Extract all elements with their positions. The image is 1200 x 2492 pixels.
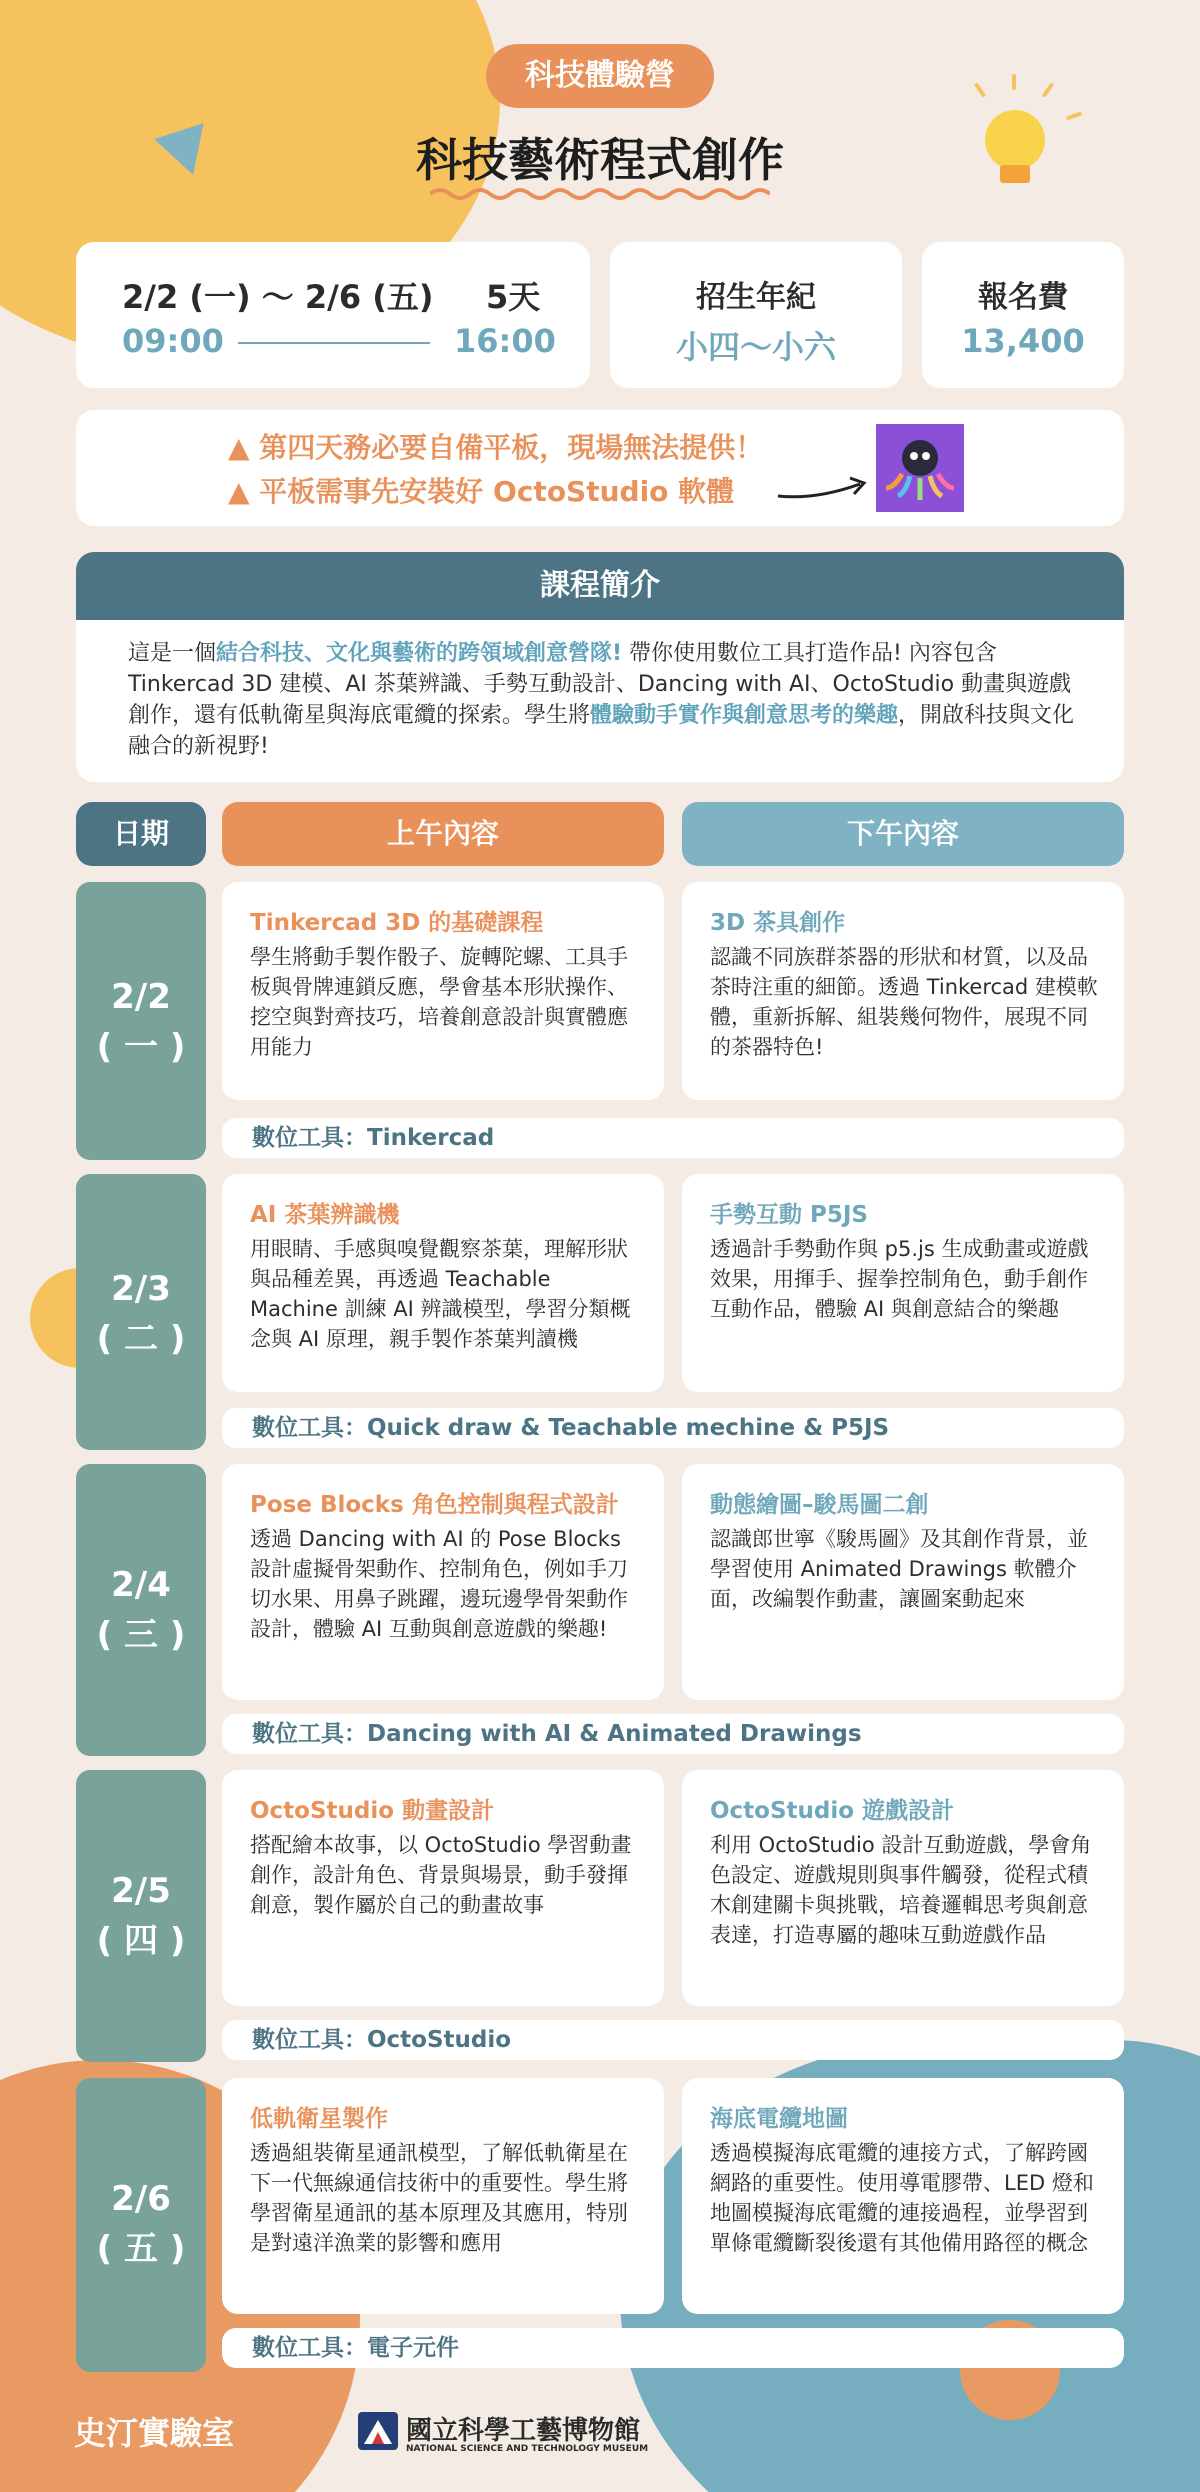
digital-tools: 數位工具：Quick draw & Teachable mechine & P5JS [222,1408,1124,1448]
wave-underline-icon [430,186,770,202]
day-weekday: ( 三 ) [96,1615,186,1655]
session-title: OctoStudio 動畫設計 [250,1798,495,1824]
lightbulb-icon [985,110,1045,170]
age-value: 小四〜小六 [675,328,836,366]
day-label [76,1174,206,1450]
category-badge: 科技體驗營 [486,44,714,108]
session-description: 透過組裝衛星通訊模型，了解低軌衛星在下一代無線通信技術中的重要性。學生將學習衛星通訊的基本原理及其應用，特別是對遠洋漁業的影響和應用 [250,2141,628,2255]
session-title: 低軌衛星製作 [250,2106,388,2132]
afternoon-session [682,1770,1124,2006]
session-title: 動態繪圖–駿馬圖二創 [710,1492,929,1518]
intro-highlight: 結合科技、文化與藝術的跨領域創意營隊! [216,641,623,666]
digital-tools: 數位工具：Tinkercad [222,1118,1124,1158]
ray-icon [1066,111,1082,120]
museum-name-en: NATIONAL SCIENCE AND TECHNOLOGY MUSEUM [406,2444,649,2454]
day-label [76,2078,206,2372]
digital-tools: 數位工具：OctoStudio [222,2020,1124,2060]
afternoon-session [682,2078,1124,2314]
start-time: 09:00 [122,322,224,360]
intro-text-part: ，開啟科技與文化融合的新視野! [128,703,1075,759]
day-label [76,1464,206,1756]
session-description: 用眼睛、手感與嗅覺觀察茶葉，理解形狀與品種差異，再透過 Teachable Machine 訓練 AI 辨識模型，學習分類概念與 AI 原理，親手製作茶葉判讀機 [250,1237,631,1351]
digital-tools: 數位工具：Dancing with AI & Animated Drawings [222,1714,1124,1754]
end-time: 16:00 [454,322,556,360]
session-title: Pose Blocks 角色控制與程式設計 [250,1492,619,1518]
museum-logo-icon [358,2412,398,2450]
date-range: 2/2 (一) 〜 2/6 (五) [122,278,434,316]
ray-icon [1012,74,1016,90]
session-description: 搭配繪本故事，以 OctoStudio 學習動畫創作，設計角色、背景與場景，動手發揮創意，製作屬於自己的動畫故事 [250,1833,632,1917]
afternoon-session [682,1174,1124,1392]
stinn-lab-logo: 史汀實驗室 [74,2414,235,2452]
ray-icon [1042,82,1054,97]
day-date: 2/4 [111,1565,171,1605]
day-label [76,1770,206,2062]
day-date: 2/5 [111,1871,171,1911]
intro-highlight: 體驗動手實作與創意思考的樂趣 [590,703,899,728]
day-date: 2/6 [111,2179,171,2219]
session-description: 透過計手勢動作與 p5.js 生成動畫或遊戲效果，用揮手、握拳控制角色，動手創作互動作品，體驗 AI 與創意結合的樂趣 [710,1237,1089,1321]
intro-card [76,620,1124,782]
morning-session [222,2078,664,2314]
session-description: 認識郎世寧《駿馬圖》及其創作背景，並學習使用 Animated Drawings 軟體介面，改編製作動畫，讓圖案動起來 [710,1527,1088,1611]
lightbulb-base-icon [1000,165,1030,183]
notice-card [76,410,1124,526]
day-date: 2/3 [111,1269,171,1309]
day-date: 2/2 [111,977,171,1017]
session-description: 利用 OctoStudio 設計互動遊戲，學會角色設定、遊戲規則與事件觸發，從程式積木創建關卡與挑戰，培養邏輯思考與創意表達，打造專屬的趣味互動遊戲作品 [710,1833,1092,1947]
day-label [76,882,206,1160]
session-title: Tinkercad 3D 的基礎課程 [250,910,544,936]
session-title: 海底電纜地圖 [710,2106,848,2132]
age-label: 招生年紀 [696,280,816,315]
notice-line-2: ▲ 平板需事先安裝好 OctoStudio 軟體 [228,475,735,508]
afternoon-session [682,1464,1124,1700]
fee-value: 13,400 [961,322,1085,360]
page-title: 科技藝術程式創作 [416,133,784,187]
session-description: 透過模擬海底電纜的連接方式，了解跨國網路的重要性。使用導電膠帶、LED 燈和地圖模擬海底電纜的連接過程，並學習到單條電纜斷裂後還有其他備用路徑的概念 [710,2141,1094,2255]
session-title: 3D 茶具創作 [710,910,846,936]
header-morning: 上午內容 [222,802,664,866]
intro-text-part: 這是一個 [128,641,217,666]
morning-session [222,1464,664,1700]
session-description: 透過 Dancing with AI 的 Pose Blocks 設計虛擬骨架動作、控制角色，例如手刀切水果、用鼻子跳躍，邊玩邊學骨架動作設計，體驗 AI 互動與創意遊戲的樂趣! [250,1527,628,1641]
ray-icon [974,82,986,97]
session-description: 認識不同族群茶器的形狀和材質，以及品茶時注重的細節。透過 Tinkercad 建模軟體，重新拆解、組裝幾何物件，展現不同的茶器特色! [710,945,1098,1059]
time-connector [238,342,430,344]
day-weekday: ( 一 ) [96,1027,186,1067]
afternoon-session [682,882,1124,1100]
date-time-card [76,242,590,388]
notice-line-1: ▲ 第四天務必要自備平板，現場無法提供！ [228,431,764,464]
museum-name: 國立科學工藝博物館 [406,2416,641,2446]
intro-heading: 課程簡介 [76,552,1124,620]
duration-days: 5天 [486,278,541,316]
fee-card [922,242,1124,388]
morning-session [222,1174,664,1392]
day-weekday: ( 五 ) [96,2229,186,2269]
fee-label: 報名費 [978,280,1068,315]
session-description: 學生將動手製作骰子、旋轉陀螺、工具手板與骨牌連鎖反應，學會基本形狀操作、挖空與對齊技巧，培養創意設計與實體應用能力 [250,945,628,1059]
session-title: 手勢互動 P5JS [710,1202,868,1228]
header-afternoon: 下午內容 [682,802,1124,866]
session-title: AI 茶葉辨識機 [250,1202,400,1228]
morning-session [222,1770,664,2006]
octostudio-logo-icon [876,424,964,512]
age-card [610,242,902,388]
session-title: OctoStudio 遊戲設計 [710,1798,955,1824]
header-date: 日期 [76,802,206,866]
digital-tools: 數位工具：電子元件 [222,2328,1124,2368]
day-weekday: ( 四 ) [96,1921,186,1961]
arrow-right-icon [776,472,870,502]
intro-text [128,638,1088,762]
day-weekday: ( 二 ) [96,1319,186,1359]
morning-session [222,882,664,1100]
intro-text-part: 帶你使用數位工具打造作品! 內容包含 Tinkercad 3D 建模、AI 茶葉辨識、手勢互動設計、Dancing with AI、OctoStudio 動畫與遊戲創作，還有低軌衛星與海底電纜的探索。學生將 [128,641,1072,728]
